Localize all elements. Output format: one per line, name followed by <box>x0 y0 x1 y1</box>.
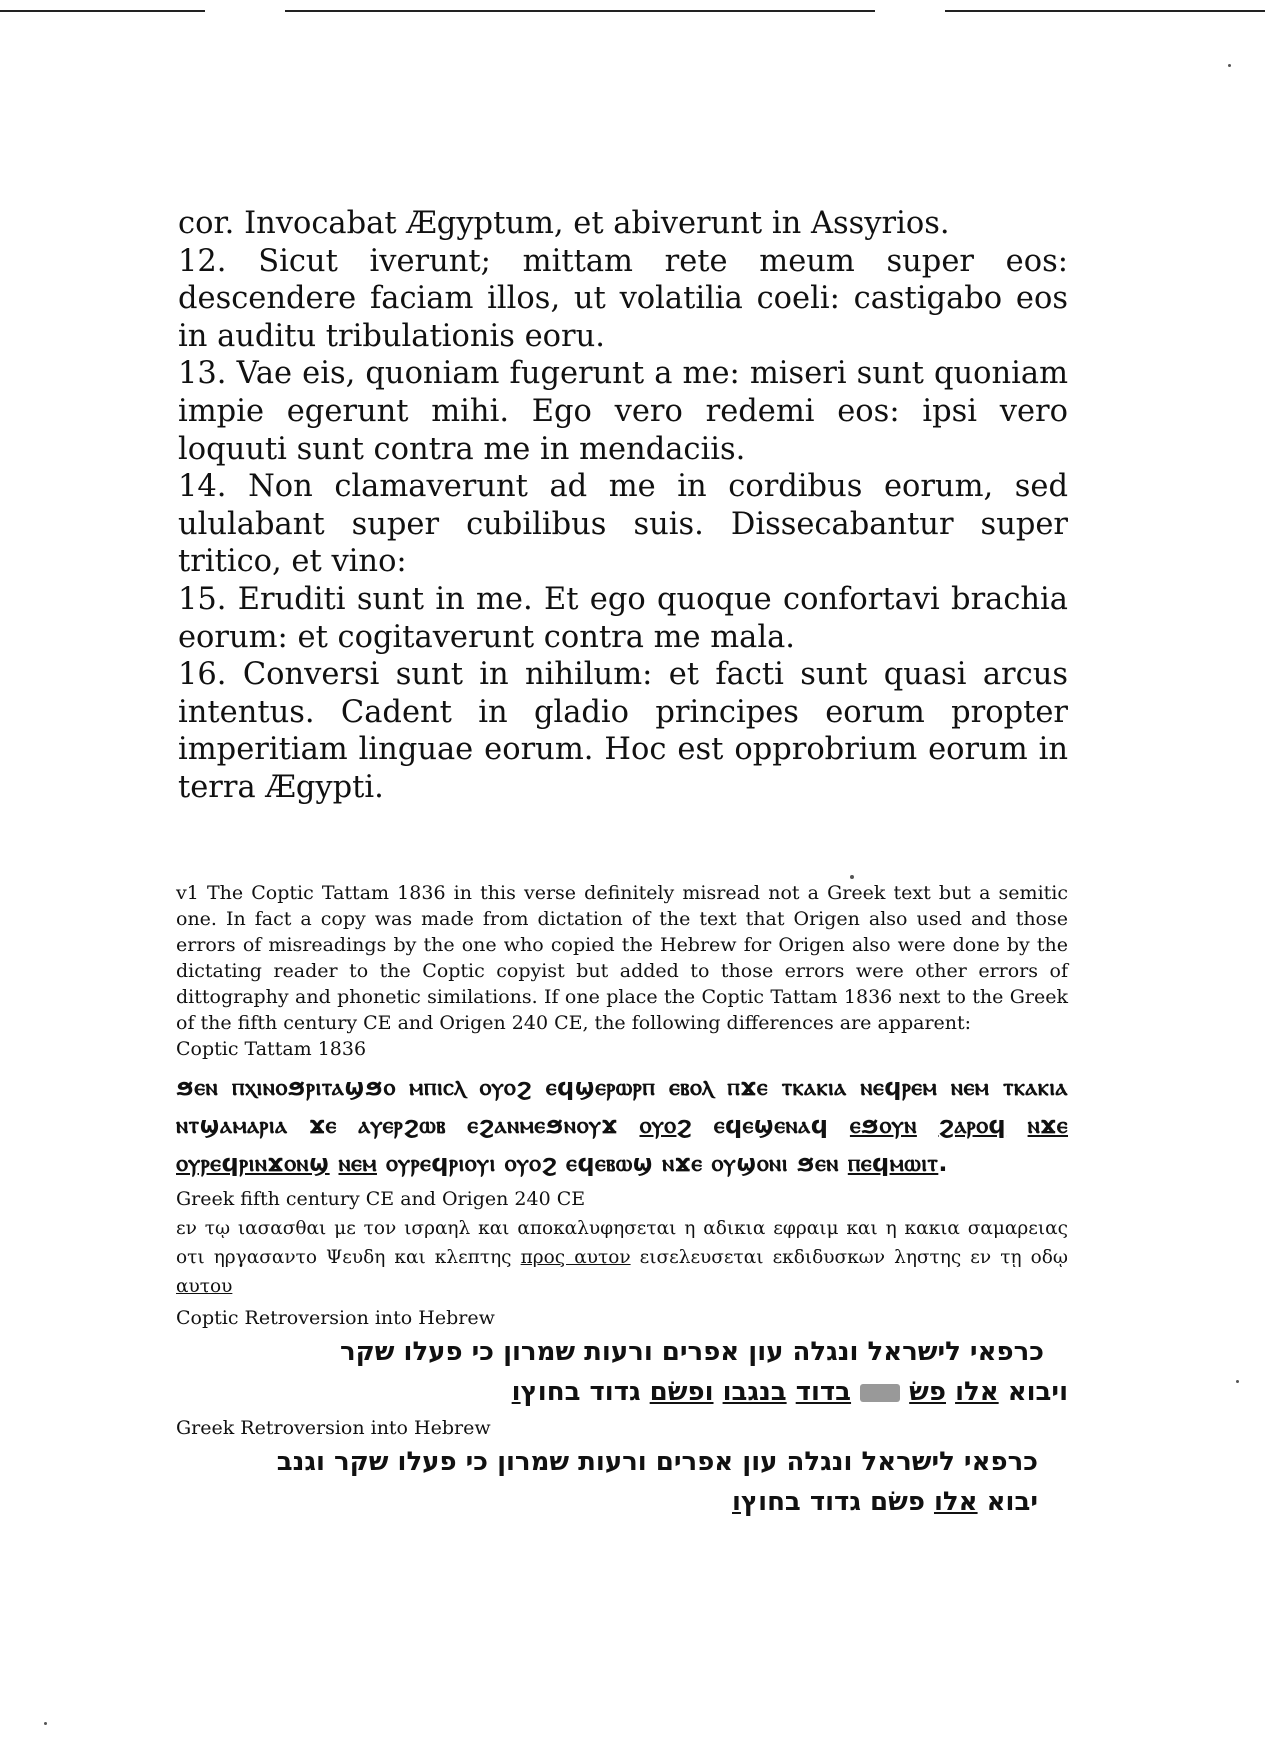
coptic-text <box>176 1068 1068 1182</box>
hebrew-seg <box>851 1377 860 1407</box>
top-rule-left <box>0 10 205 12</box>
coptic-seg: ⲟⲩⲣⲉϥⲣⲓⲛϫⲟⲛϣ <box>176 1149 330 1177</box>
hebrew-seg <box>946 1377 955 1407</box>
greek-seg: εισελευσεται εκδιδυσκων ληστης εν τῃ οδῳ <box>630 1247 1068 1268</box>
coptic-seg: ⲡⲉϥⲙⲱⲓⲧ <box>847 1149 939 1177</box>
greek-seg: αυτου <box>176 1276 233 1297</box>
coptic-seg: ⲉϥⲉϣⲉⲛⲁϥ <box>692 1111 850 1139</box>
hebrew-seg: פשׂם גדוד בחוץ <box>740 1487 934 1517</box>
hebrew-seg: אלו <box>933 1487 978 1517</box>
hebrew-seg: פשׂ <box>909 1377 946 1407</box>
greek-seg: εν τῳ ιασασθαι με τον ισραηλ και αποκαλυφησεται η αδικια εφραιμ και η κακια σαμαρειας οτι ηργασαντο Ψευδη και κλεπτης <box>176 1218 1068 1268</box>
speck <box>1236 1380 1239 1383</box>
hebrew-seg: בדוד <box>795 1377 852 1407</box>
greek-text <box>176 1214 1068 1301</box>
footnote-section <box>176 880 1068 1523</box>
coptic-seg <box>917 1111 939 1139</box>
greek-hebrew-line-2 <box>176 1483 1068 1521</box>
coptic-hebrew-label: Coptic Retroversion into Hebrew <box>176 1307 495 1329</box>
verse-13: 13. Vae eis, quoniam fugerunt a me: miseri sunt quoniam impie egerunt mihi. Ego vero redemi eos: ipsi vero loquuti sunt contra me in mendaciis. <box>178 356 1068 467</box>
hebrew-seg: יבוא <box>977 1487 1038 1517</box>
speck <box>850 875 854 879</box>
top-rule-right <box>945 10 1265 12</box>
verse-15: 15. Eruditi sunt in me. Et ego quoque confortavi brachia eorum: et cogitaverunt contra me mala. <box>178 581 1068 655</box>
coptic-seg: ⲉϧⲟⲩⲛ <box>849 1111 917 1139</box>
hebrew-seg <box>900 1377 909 1407</box>
greek-seg: προς αυτον <box>520 1247 631 1268</box>
hebrew-seg <box>787 1377 796 1407</box>
verse-line: cor. Invocabat Ægyptum, et abiverunt in Assyrios. <box>178 206 950 241</box>
greek-label: Greek fifth century CE and Origen 240 CE <box>176 1188 586 1210</box>
hebrew-seg <box>714 1377 723 1407</box>
speck <box>44 1722 47 1725</box>
coptic-seg: ⲟⲩⲟϩ <box>639 1111 693 1139</box>
hebrew-seg: גדוד בחוץ <box>520 1377 650 1407</box>
hebrew-seg: אלו <box>955 1377 999 1407</box>
greek-hebrew-label: Greek Retroversion into Hebrew <box>176 1417 491 1439</box>
coptic-seg <box>330 1149 339 1177</box>
footnote-body: v1 The Coptic Tattam 1836 in this verse definitely misread not a Greek text but a semitic one. In fact a copy was made from dictation of the text that Origen also used and those errors of misreadings by the one who copied the Hebrew for Origen also were done by the dictating reader to the Coptic copyist but added to those errors were other errors of dittography and phonetic similations. If one place the Coptic Tattam 1836 next to the Greek of the fifth century CE and Origen 240 CE, the following differences are apparent: <box>176 882 1068 1034</box>
speck <box>1228 64 1231 67</box>
coptic-seg: ⲛϫⲉ <box>1027 1111 1069 1139</box>
coptic-hebrew-line-1: כרפאי לישראל ונגלה עון אפרים ורעות שמרון כי פעלו שקר <box>339 1337 1044 1367</box>
verse-14: 14. Non clamaverunt ad me in cordibus eorum, sed ululabant super cubilibus suis. Dissecabantur super tritico, et vino: <box>178 469 1068 580</box>
hebrew-seg: ויבוא <box>998 1377 1068 1407</box>
hebrew-seg: ו <box>511 1377 521 1407</box>
top-rule-center <box>285 10 875 12</box>
greek-hebrew-line-1: כרפאי לישראל ונגלה עון אפרים ורעות שמרון כי פעלו שקר וגנב <box>276 1447 1038 1477</box>
coptic-hebrew-line-2 <box>176 1373 1068 1411</box>
coptic-seg: ⲟⲩⲣⲉϥⲣⲓⲟⲩⲓ ⲟⲩⲟϩ ⲉϥⲉⲃⲱϣ ⲛϫⲉ ⲟⲩϣⲟⲛⲓ ϧⲉⲛ <box>376 1149 848 1177</box>
verse-16: 16. Conversi sunt in nihilum: et facti sunt quasi arcus intentus. Cadent in gladio principes eorum propter imperitiam linguae eorum. Hoc est opprobrium eorum in terra Ægypti. <box>178 657 1068 805</box>
coptic-label: Coptic Tattam 1836 <box>176 1038 367 1060</box>
coptic-seg: ϧⲉⲛ ⲡⲭⲓⲛⲟϧⲣⲓⲧⲁϣϧⲟ ⲙⲡⲓⲥⲗ ⲟⲩⲟϩ ⲉϥϣⲉⲣⲱⲣⲡ ⲉⲃⲟⲗ ⲡϫⲉ ⲧⲕⲁⲕⲓⲁ ⲛⲉϥⲣⲉⲙ ⲛⲉⲙ ⲧⲕⲁⲕⲓⲁ ⲛⲧϣⲁⲙⲁⲣⲓⲁ ϫⲉ ⲁⲩⲉⲣϩⲱⲃ ⲉϩⲁⲛⲙⲉϧⲛⲟⲩϫ <box>176 1073 1068 1139</box>
coptic-seg <box>1006 1111 1028 1139</box>
coptic-seg: . <box>938 1149 948 1177</box>
coptic-seg: ⲛⲉⲙ <box>338 1149 377 1177</box>
hebrew-seg: ו <box>732 1487 741 1517</box>
hebrew-seg: ופשׂם <box>649 1377 714 1407</box>
verse-12: 12. Sicut iverunt; mittam rete meum super eos: descendere faciam illos, ut volatilia coeli: castigabo eos in auditu tribulationis eoru. <box>178 243 1068 354</box>
ink-blot <box>860 1384 900 1402</box>
main-latin-text <box>178 205 1068 807</box>
coptic-seg: ϩⲁⲣⲟϥ <box>938 1111 1007 1139</box>
hebrew-seg: בנגבו <box>722 1377 787 1407</box>
